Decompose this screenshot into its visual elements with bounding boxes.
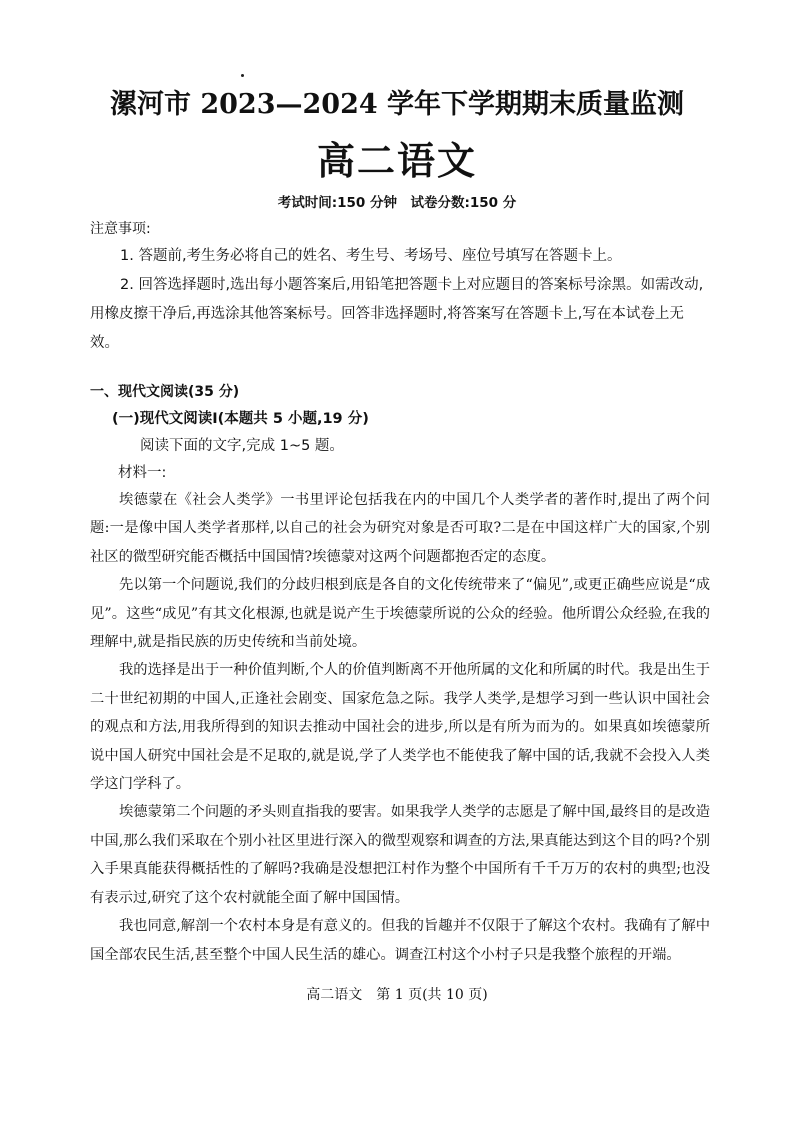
material-label: 材料一: <box>118 465 167 481</box>
notes-list <box>90 242 710 358</box>
note-item: 1. 答题前,考生务必将自己的姓名、考生号、考场号、座位号填写在答题卡上。 <box>120 248 622 264</box>
page-footer: 高二语文 第 1 页(共 10 页) <box>306 987 488 1003</box>
reading-passage <box>90 486 710 969</box>
exam-info: 考试时间:150 分钟 试卷分数:150 分 <box>277 195 517 211</box>
subsection-heading: (一)现代文阅读Ⅰ(本题共 5 小题,19 分) <box>112 411 369 427</box>
reading-instruction: 阅读下面的文字,完成 1~5 题。 <box>140 438 344 454</box>
passage-paragraph: 埃德蒙第二个问题的矛头则直指我的要害。如果我学人类学的志愿是了解中国,最终目的是改造中国,那么我们采取在个别小社区里进行深入的微型观察和调查的方法,果真能达到这个目的吗?个别入手果真能获得概括性的了解吗?我确是没想把江村作为整个中国所有千千万万的农村的典型;也没有表示过,研究了这个农村就能全面了解中国国情。 <box>90 804 710 906</box>
passage-paragraph: 我也同意,解剖一个农村本身是有意义的。但我的旨趣并不仅限于了解这个农村。我确有了解中国全部农民生活,甚至整个中国人民生活的雄心。调查江村这个小村子只是我整个旅程的开端。 <box>90 918 710 963</box>
subject-title: 高二语文 <box>316 138 477 183</box>
note-item: 2. 回答选择题时,选出每小题答案后,用铅笔把答题卡上对应题目的答案标号涂黑。如需改动,用橡皮擦干净后,再选涂其他答案标号。回答非选择题时,将答案写在答题卡上,写在本试卷上无效。 <box>90 277 704 351</box>
scan-speck <box>241 74 244 77</box>
exam-title: 漯河市 2023—2024 学年下学期期末质量监测 <box>109 89 685 120</box>
section-heading: 一、现代文阅读(35 分) <box>90 384 240 400</box>
passage-paragraph: 先以第一个问题说,我们的分歧归根到底是各自的文化传统带来了“偏见”,或更正确些应说是“成见”。这些“成见”有其文化根源,也就是说产生于埃德蒙所说的公众的经验。他所谓公众经验,在我的理解中,就是指民族的历史传统和当前处境。 <box>90 577 710 651</box>
notes-heading: 注意事项: <box>90 221 151 237</box>
passage-paragraph: 我的选择是出于一种价值判断,个人的价值判断离不开他所属的文化和所属的时代。我是出生于二十世纪初期的中国人,正逢社会剧变、国家危急之际。我学人类学,是想学习到一些认识中国社会的观点和方法,用我所得到的知识去推动中国社会的进步,所以是有所为而为的。如果真如埃德蒙所说中国人研究中国社会是不足取的,就是说,学了人类学也不能使我了解中国的话,我就不会投入人类学这门学科了。 <box>90 662 710 793</box>
passage-paragraph: 埃德蒙在《社会人类学》一书里评论包括我在内的中国几个人类学者的著作时,提出了两个问题:一是像中国人类学者那样,以自己的社会为研究对象是否可取?二是在中国这样广大的国家,个别社区的微型研究能否概括中国国情?埃德蒙对这两个问题都抱否定的态度。 <box>90 492 710 565</box>
